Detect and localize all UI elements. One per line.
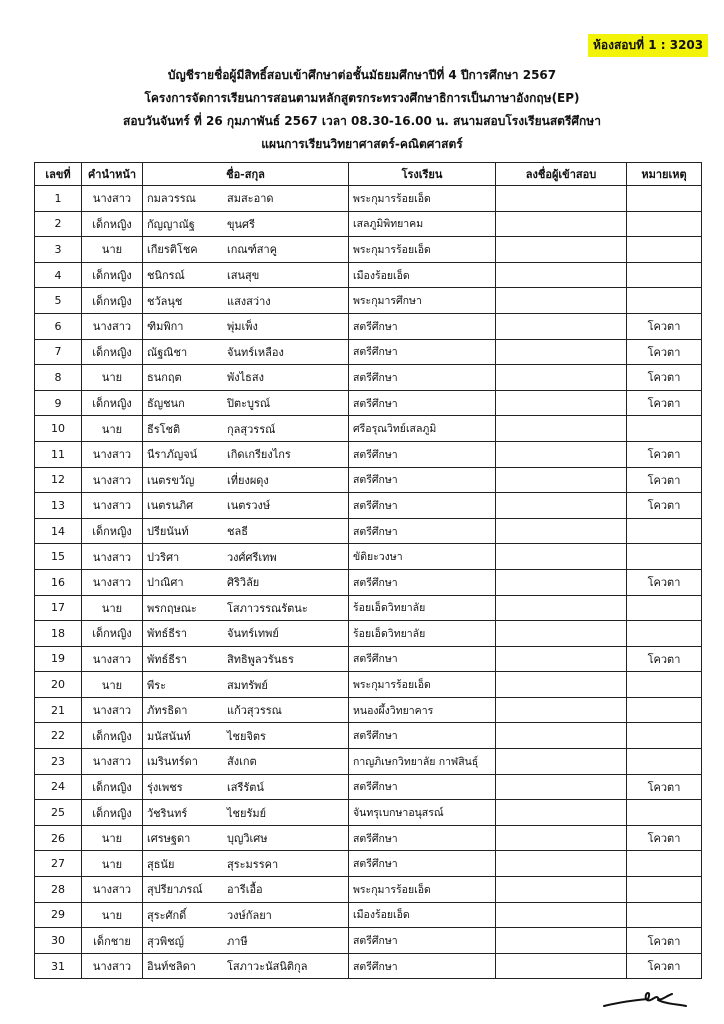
row-first-name: ชนิกรณ์ [147,269,185,283]
row-first-name: สุธนัย [147,857,175,871]
row-last-name: ขุนศรี [227,217,255,231]
row-signature-cell [496,800,627,826]
row-signature-cell [496,237,627,263]
row-note: โควตา [627,467,702,493]
row-prefix: นางสาว [82,441,143,467]
row-signature-cell [496,646,627,672]
row-full-name [143,390,349,416]
row-signature-cell [496,262,627,288]
row-first-name: ณัฐณิชา [147,345,188,359]
row-number: 31 [35,953,82,979]
candidate-table-wrapper [34,162,702,979]
row-number: 15 [35,544,82,570]
table-row [35,390,702,416]
document-subtitle-schedule: สอบวันจันทร์ ที่ 26 กุมภาพันธ์ 2567 เวลา 08.30-16.00 น. สนามสอบโรงเรียนสตรีศึกษา [123,114,601,128]
table-row [35,928,702,954]
row-first-name: วัชรินทร์ [147,806,188,820]
row-first-name: ธนกฤต [147,371,182,385]
row-first-name: กัญญาณัฐ [147,217,195,231]
row-full-name [143,518,349,544]
row-last-name: ภาษี [227,934,248,948]
table-row [35,365,702,391]
row-prefix: เด็กหญิง [82,390,143,416]
row-first-name: เมรินทร์ดา [147,755,198,769]
row-first-name: ปวริศา [147,550,180,564]
row-full-name [143,237,349,263]
row-full-name [143,800,349,826]
document-subtitle-program: โครงการจัดการเรียนการสอนตามหลักสูตรกระทรวงศึกษาธิการเป็นภาษาอังกฤษ(EP) [144,91,580,105]
row-last-name: สิทธิพูลวรันธร [227,652,294,666]
row-last-name: ปิตะบูรณ์ [227,397,271,411]
row-last-name: สังเกต [227,755,257,769]
row-number: 3 [35,237,82,263]
row-prefix: นางสาว [82,544,143,570]
row-number: 6 [35,313,82,339]
row-last-name: ไชยจิตร [227,729,266,743]
row-last-name: สุระมรรคา [227,857,279,871]
row-school: สตรีศึกษา [349,339,496,365]
row-first-name: ปรียนันท์ [147,525,189,539]
row-prefix: นางสาว [82,313,143,339]
table-row [35,646,702,672]
table-row [35,339,702,365]
table-row [35,953,702,979]
row-number: 17 [35,595,82,621]
row-prefix: นางสาว [82,467,143,493]
table-row [35,723,702,749]
row-first-name: มนัสนันท์ [147,729,191,743]
row-number: 14 [35,518,82,544]
row-note [627,672,702,698]
row-signature-cell [496,621,627,647]
row-prefix: นางสาว [82,569,143,595]
header-school: โรงเรียน [349,163,496,186]
table-row [35,518,702,544]
row-first-name: กมลวรรณ [147,192,196,206]
row-note [627,595,702,621]
row-prefix: นางสาว [82,493,143,519]
row-full-name [143,672,349,698]
row-school: สตรีศึกษา [349,467,496,493]
row-last-name: เสรีรัตน์ [227,780,264,794]
row-last-name: เกณฑ์สาคู [227,243,278,257]
row-last-name: บุญวิเศษ [227,832,268,846]
row-prefix: เด็กหญิง [82,339,143,365]
row-signature-cell [496,390,627,416]
signature-mark [600,982,690,1012]
table-header-row [35,163,702,186]
row-last-name: พังไธสง [227,371,264,385]
table-row [35,877,702,903]
row-number: 13 [35,493,82,519]
row-number: 18 [35,621,82,647]
row-prefix: นางสาว [82,877,143,903]
row-signature-cell [496,441,627,467]
row-note: โควตา [627,953,702,979]
table-row [35,186,702,212]
row-last-name: ไชยรัมย์ [227,806,267,820]
row-number: 21 [35,697,82,723]
row-prefix: นางสาว [82,697,143,723]
header-signature: ลงชื่อผู้เข้าสอบ [496,163,627,186]
row-school: ร้อยเอ็ดวิทยาลัย [349,595,496,621]
row-first-name: พีระ [147,678,167,692]
row-full-name [143,211,349,237]
row-first-name: พัทธ์ธีรา [147,627,188,641]
row-prefix: นาย [82,365,143,391]
row-signature-cell [496,544,627,570]
table-row [35,313,702,339]
row-prefix: เด็กหญิง [82,211,143,237]
header-prefix: คำนำหน้า [82,163,143,186]
row-note [627,186,702,212]
row-school: เมืองร้อยเอ็ด [349,262,496,288]
row-first-name: ปาณิศา [147,576,184,590]
row-first-name: เนตรนภิศ [147,499,194,513]
row-school: ขัติยะวงษา [349,544,496,570]
row-last-name: ชลธี [227,525,248,539]
row-school: พระกุมารศึกษา [349,288,496,314]
row-signature-cell [496,518,627,544]
row-first-name: เนตรขวัญ [147,473,195,487]
row-school: สตรีศึกษา [349,569,496,595]
row-last-name: แก้วสุวรรณ [227,704,282,718]
row-signature-cell [496,339,627,365]
row-signature-cell [496,953,627,979]
table-row [35,672,702,698]
row-signature-cell [496,288,627,314]
table-row [35,493,702,519]
row-last-name: วงษ์กัลยา [227,908,272,922]
row-prefix: เด็กหญิง [82,262,143,288]
document-subtitle-track: แผนการเรียนวิทยาศาสตร์-คณิตศาสตร์ [261,137,463,151]
row-note: โควตา [627,339,702,365]
row-number: 28 [35,877,82,903]
row-full-name [143,467,349,493]
row-prefix: เด็กหญิง [82,774,143,800]
row-full-name [143,851,349,877]
table-row [35,262,702,288]
row-number: 24 [35,774,82,800]
row-signature-cell [496,749,627,775]
row-number: 11 [35,441,82,467]
row-prefix: นาย [82,851,143,877]
row-note [627,697,702,723]
row-prefix: นาย [82,595,143,621]
row-last-name: โสภาวะนัสนิติกุล [227,960,308,974]
table-row [35,237,702,263]
row-signature-cell [496,416,627,442]
row-prefix: นาย [82,237,143,263]
row-number: 1 [35,186,82,212]
row-full-name [143,749,349,775]
row-full-name [143,313,349,339]
row-number: 8 [35,365,82,391]
row-number: 27 [35,851,82,877]
table-row [35,621,702,647]
row-number: 5 [35,288,82,314]
row-first-name: ชวัลนุช [147,294,183,308]
row-school: สตรีศึกษา [349,365,496,391]
row-note: โควตา [627,928,702,954]
row-full-name [143,774,349,800]
table-row [35,800,702,826]
row-school: สตรีศึกษา [349,953,496,979]
row-last-name: อารีเอื้อ [227,883,263,897]
row-first-name: นีราภัญจน์ [147,448,198,462]
row-note [627,262,702,288]
row-last-name: เนตรวงษ์ [227,499,271,513]
row-prefix: เด็กหญิง [82,723,143,749]
row-number: 12 [35,467,82,493]
row-school: กาญภิเษกวิทยาลัย กาฬสินธุ์ [349,749,496,775]
row-first-name: เกียรติโชค [147,243,198,257]
row-number: 26 [35,825,82,851]
row-prefix: เด็กหญิง [82,288,143,314]
row-school: จันทรุเบกษาอนุสรณ์ [349,800,496,826]
row-prefix: นาย [82,672,143,698]
document-title-block [0,64,724,156]
row-school: สตรีศึกษา [349,518,496,544]
document-title: บัญชีรายชื่อผู้มีสิทธิ์สอบเข้าศึกษาต่อชั้นมัธยมศึกษาปีที่ 4 ปีการศึกษา 2567 [167,68,557,82]
row-note [627,851,702,877]
row-first-name: ธัญชนก [147,397,185,411]
row-note [627,902,702,928]
row-first-name: สุปรียาภรณ์ [147,883,203,897]
table-row [35,851,702,877]
row-school: เสลภูมิพิทยาคม [349,211,496,237]
row-last-name: จันทร์เหลือง [227,345,284,359]
table-row [35,595,702,621]
row-last-name: พุ่มเพ็ง [227,320,258,334]
row-last-name: วงศ์ศรีเทพ [227,550,277,564]
row-full-name [143,416,349,442]
row-first-name: ภัทรธิดา [147,704,188,718]
row-signature-cell [496,672,627,698]
row-signature-cell [496,211,627,237]
row-full-name [143,902,349,928]
row-signature-cell [496,595,627,621]
row-note: โควตา [627,313,702,339]
row-school: ร้อยเอ็ดวิทยาลัย [349,621,496,647]
row-number: 16 [35,569,82,595]
row-full-name [143,723,349,749]
row-last-name: เกิดเกรียงไกร [227,448,291,462]
row-prefix: นางสาว [82,186,143,212]
row-school: สตรีศึกษา [349,928,496,954]
row-signature-cell [496,365,627,391]
row-signature-cell [496,723,627,749]
row-note [627,211,702,237]
table-row [35,902,702,928]
row-school: หนองผึ้งวิทยาคาร [349,697,496,723]
row-full-name [143,288,349,314]
row-signature-cell [496,877,627,903]
table-row [35,544,702,570]
row-full-name [143,646,349,672]
table-row [35,416,702,442]
row-school: สตรีศึกษา [349,390,496,416]
row-school: สตรีศึกษา [349,851,496,877]
row-prefix: นางสาว [82,953,143,979]
row-full-name [143,697,349,723]
row-note: โควตา [627,441,702,467]
row-note: โควตา [627,365,702,391]
row-last-name: โสภาวรรณรัตนะ [227,601,308,615]
row-number: 30 [35,928,82,954]
row-school: พระกุมารร้อยเอ็ด [349,672,496,698]
row-note [627,800,702,826]
table-row [35,288,702,314]
row-number: 10 [35,416,82,442]
row-number: 23 [35,749,82,775]
row-signature-cell [496,851,627,877]
row-school: พระกุมารร้อยเอ็ด [349,186,496,212]
row-number: 19 [35,646,82,672]
row-full-name [143,262,349,288]
row-number: 20 [35,672,82,698]
row-last-name: จันทร์เทพย์ [227,627,279,641]
row-first-name: ธีรโชติ [147,422,181,436]
row-prefix: นางสาว [82,646,143,672]
row-last-name: สมทรัพย์ [227,678,268,692]
row-last-name: แสงสว่าง [227,294,271,308]
row-first-name: พรกฤษณะ [147,601,197,615]
row-signature-cell [496,774,627,800]
row-full-name [143,441,349,467]
row-last-name: เสนสุข [227,269,260,283]
row-signature-cell [496,467,627,493]
row-note [627,518,702,544]
row-number: 9 [35,390,82,416]
row-signature-cell [496,902,627,928]
row-first-name: อินท์ชลิดา [147,960,196,974]
table-row [35,467,702,493]
row-number: 7 [35,339,82,365]
row-note [627,877,702,903]
row-signature-cell [496,928,627,954]
row-last-name: สมสะอาด [227,192,274,206]
row-school: พระกุมารร้อยเอ็ด [349,237,496,263]
row-signature-cell [496,697,627,723]
row-note [627,237,702,263]
table-row [35,825,702,851]
row-school: สตรีศึกษา [349,825,496,851]
row-full-name [143,493,349,519]
row-signature-cell [496,186,627,212]
row-signature-cell [496,313,627,339]
row-prefix: นาย [82,825,143,851]
row-school: เมืองร้อยเอ็ด [349,902,496,928]
row-prefix: นาย [82,902,143,928]
candidate-table [34,162,702,979]
row-number: 2 [35,211,82,237]
row-note: โควตา [627,493,702,519]
table-row [35,749,702,775]
table-row [35,211,702,237]
row-signature-cell [496,825,627,851]
row-note: โควตา [627,569,702,595]
row-first-name: เศรษฐดา [147,832,191,846]
header-no: เลขที่ [35,163,82,186]
row-note [627,621,702,647]
row-note: โควตา [627,774,702,800]
row-full-name [143,365,349,391]
row-first-name: รุ่งเพชร [147,780,183,794]
row-school: สตรีศึกษา [349,723,496,749]
row-note [627,544,702,570]
table-body [35,186,702,979]
room-number-badge: ห้องสอบที่ 1 : 3203 [588,34,708,57]
row-prefix: เด็กหญิง [82,621,143,647]
row-school: ศรีอรุณวิทย์เสลภูมิ [349,416,496,442]
row-full-name [143,595,349,621]
row-note [627,749,702,775]
table-row [35,697,702,723]
row-first-name: ฑิมพิกา [147,320,184,334]
row-school: สตรีศึกษา [349,313,496,339]
row-first-name: พัทธ์ธีรา [147,652,188,666]
row-last-name: เที่ยงผดุง [227,473,269,487]
row-prefix: เด็กชาย [82,928,143,954]
row-prefix: นาย [82,416,143,442]
row-note: โควตา [627,825,702,851]
row-signature-cell [496,569,627,595]
row-full-name [143,186,349,212]
row-number: 22 [35,723,82,749]
row-prefix: เด็กหญิง [82,800,143,826]
row-school: สตรีศึกษา [349,646,496,672]
row-school: สตรีศึกษา [349,441,496,467]
row-number: 25 [35,800,82,826]
table-row [35,441,702,467]
table-row [35,774,702,800]
row-number: 29 [35,902,82,928]
header-name: ชื่อ-สกุล [143,163,349,186]
row-note [627,288,702,314]
row-full-name [143,825,349,851]
row-note: โควตา [627,390,702,416]
row-prefix: เด็กหญิง [82,518,143,544]
row-note: โควตา [627,646,702,672]
row-first-name: สุวพิชญ์ [147,934,184,948]
row-signature-cell [496,493,627,519]
row-full-name [143,339,349,365]
row-full-name [143,569,349,595]
row-full-name [143,953,349,979]
row-school: พระกุมารร้อยเอ็ด [349,877,496,903]
row-prefix: นางสาว [82,749,143,775]
row-school: สตรีศึกษา [349,493,496,519]
row-school: สตรีศึกษา [349,774,496,800]
row-note [627,723,702,749]
row-full-name [143,544,349,570]
row-last-name: กุลสุวรรณ์ [227,422,276,436]
row-last-name: ศิริวิลัย [227,576,260,590]
row-full-name [143,928,349,954]
row-full-name [143,877,349,903]
row-first-name: สุระศักดิ์ [147,908,187,922]
row-full-name [143,621,349,647]
row-number: 4 [35,262,82,288]
table-row [35,569,702,595]
header-note: หมายเหตุ [627,163,702,186]
row-note [627,416,702,442]
